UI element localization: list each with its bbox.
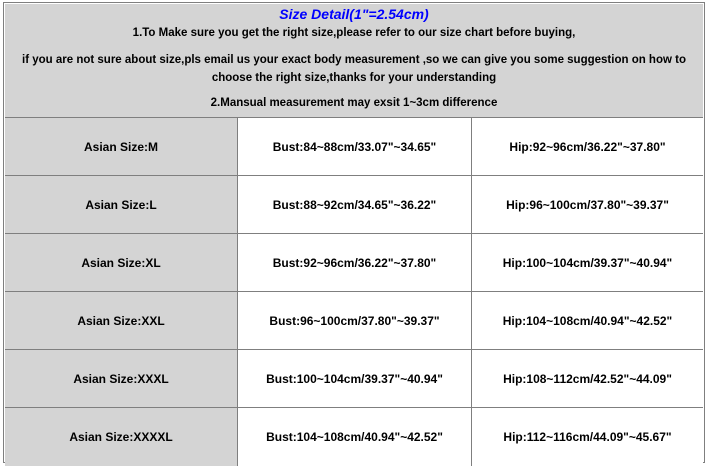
table-row [5,234,703,292]
bust-cell: Bust:88~92cm/34.65"~36.22" [238,176,472,234]
size-chart-header [5,4,703,118]
size-label-cell: Asian Size:XL [5,234,238,292]
bust-cell: Bust:104~108cm/40.94"~42.52" [238,408,472,466]
hip-cell: Hip:104~108cm/40.94"~42.52" [472,292,703,350]
size-label-cell: Asian Size:XXL [5,292,238,350]
size-note-measurement-difference: 2.Mansual measurement may exsit 1~3cm difference [210,97,498,109]
hip-cell: Hip:112~116cm/44.09"~45.67" [472,408,703,466]
table-row [5,350,703,408]
size-chart-table [3,2,705,463]
size-note-refer-chart: 1.To Make sure you get the right size,please refer to our size chart before buying, [132,27,576,39]
bust-cell: Bust:96~100cm/37.80"~39.37" [238,292,472,350]
size-note-email-measurement: if you are not sure about size,pls email us your exact body measurement ,so we can give you some suggestion on how to choose the right size,thanks for your understanding [22,54,686,84]
table-row [5,292,703,350]
size-label-cell: Asian Size:XXXXL [5,408,238,466]
table-row [5,176,703,234]
hip-cell: Hip:96~100cm/37.80"~39.37" [472,176,703,234]
size-rows [5,118,703,462]
bust-cell: Bust:84~88cm/33.07"~34.65" [238,118,472,176]
hip-cell: Hip:100~104cm/39.37"~40.94" [472,234,703,292]
size-label-cell: Asian Size:XXXL [5,350,238,408]
table-row [5,118,703,176]
size-label-cell: Asian Size:M [5,118,238,176]
hip-cell: Hip:108~112cm/42.52"~44.09" [472,350,703,408]
hip-cell: Hip:92~96cm/36.22"~37.80" [472,118,703,176]
size-label-cell: Asian Size:L [5,176,238,234]
bust-cell: Bust:92~96cm/36.22"~37.80" [238,234,472,292]
size-chart-title: Size Detail(1"=2.54cm) [279,6,429,22]
bust-cell: Bust:100~104cm/39.37"~40.94" [238,350,472,408]
table-row [5,408,703,466]
